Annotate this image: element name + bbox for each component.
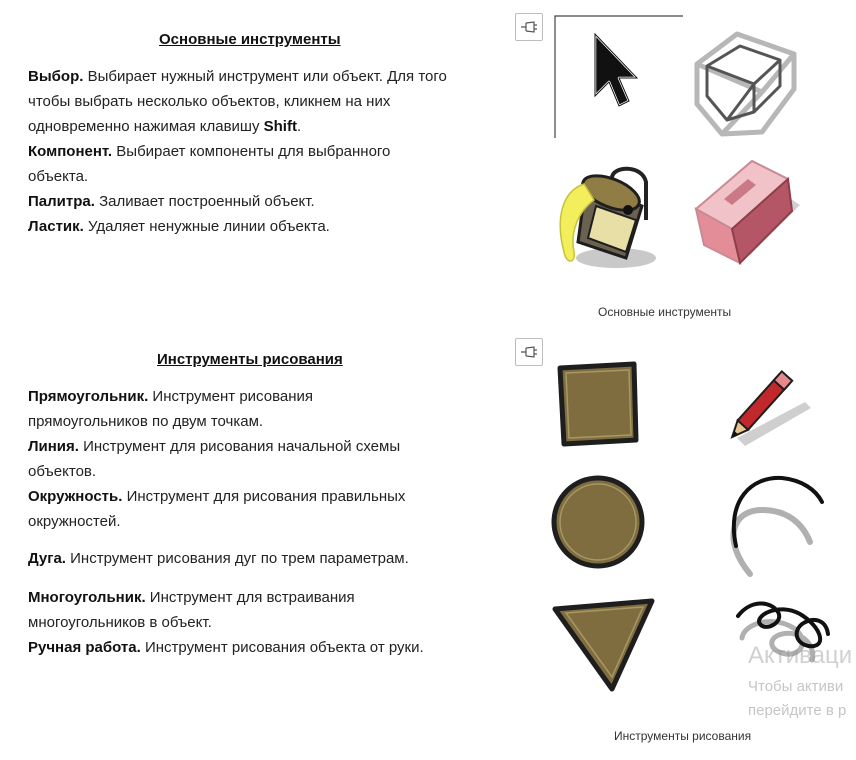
item-freehand [28,635,478,660]
item-desc: Заливает построенный объект. [94,193,315,210]
arc-icon[interactable] [722,470,832,580]
pencil-line-icon[interactable] [715,352,815,452]
activation-watermark-title: Активаци [748,642,853,669]
section2-heading: Инструменты рисования [157,351,343,368]
item-component [28,139,448,189]
item-circle [28,484,468,534]
item-term: Прямоугольник. [28,388,149,405]
item-line [28,434,408,484]
item-term: Ластик. [28,218,84,235]
item-term: Ручная работа. [28,639,141,656]
item-polygon [28,585,408,635]
item-term: Окружность. [28,488,123,505]
item-desc: Инструмент для встраивания многоугольников в объект. [28,589,355,631]
item-desc: Выбирает нужный инструмент или объект. Для того чтобы выбрать несколько объектов, кликнем на них одновременно нажимая клавишу [28,68,447,135]
item-term: Линия. [28,438,79,455]
item-desc: Инструмент для рисования правильных окружностей. [28,488,406,530]
activation-watermark-line1: Чтобы активи [748,678,844,695]
pin-icon [520,345,538,359]
item-term: Палитра. [28,193,95,210]
item-desc: Инструмент для рисования начальной схемы объектов. [28,438,401,480]
section1-caption: Основные инструменты [598,305,732,319]
select-arrow-icon[interactable] [585,30,645,110]
pin-button[interactable] [515,338,543,366]
item-desc: Выбирает компоненты для выбранного объекта. [28,143,391,185]
item-desc-end: . [296,118,302,135]
item-term: Дуга. [28,550,66,567]
item-desc: Удаляет ненужные линии объекта. [83,218,330,235]
section2-caption: Инструменты рисования [614,729,752,743]
item-term: Компонент. [28,143,113,160]
polygon-icon[interactable] [550,597,658,695]
item-rectangle [28,384,388,434]
item-desc: Инструмент рисования объекта от руки. [140,639,424,656]
item-desc: Инструмент рисования дуг по трем параметрам. [65,550,409,567]
item-term: Многоугольник. [28,589,146,606]
item-desc: Инструмент рисования прямоугольников по двум точкам. [28,388,313,430]
activation-watermark-line2: перейдите в р [748,702,847,719]
shift-key-label: Shift [263,118,297,135]
pin-button[interactable] [515,13,543,41]
section1-description [28,64,488,239]
freehand-icon[interactable] [730,594,840,684]
item-term: Выбор. [28,68,84,85]
item-eraser [28,214,488,239]
component-box-icon[interactable] [692,24,802,139]
item-arc [28,546,478,571]
pin-icon [520,20,538,34]
rectangle-icon[interactable] [552,360,642,450]
item-palette [28,189,488,214]
item-select [28,64,488,139]
circle-icon[interactable] [550,474,646,570]
section1-heading: Основные инструменты [159,31,341,48]
paint-bucket-icon[interactable] [550,162,660,274]
section2-description [28,384,478,660]
eraser-icon[interactable] [690,155,805,270]
